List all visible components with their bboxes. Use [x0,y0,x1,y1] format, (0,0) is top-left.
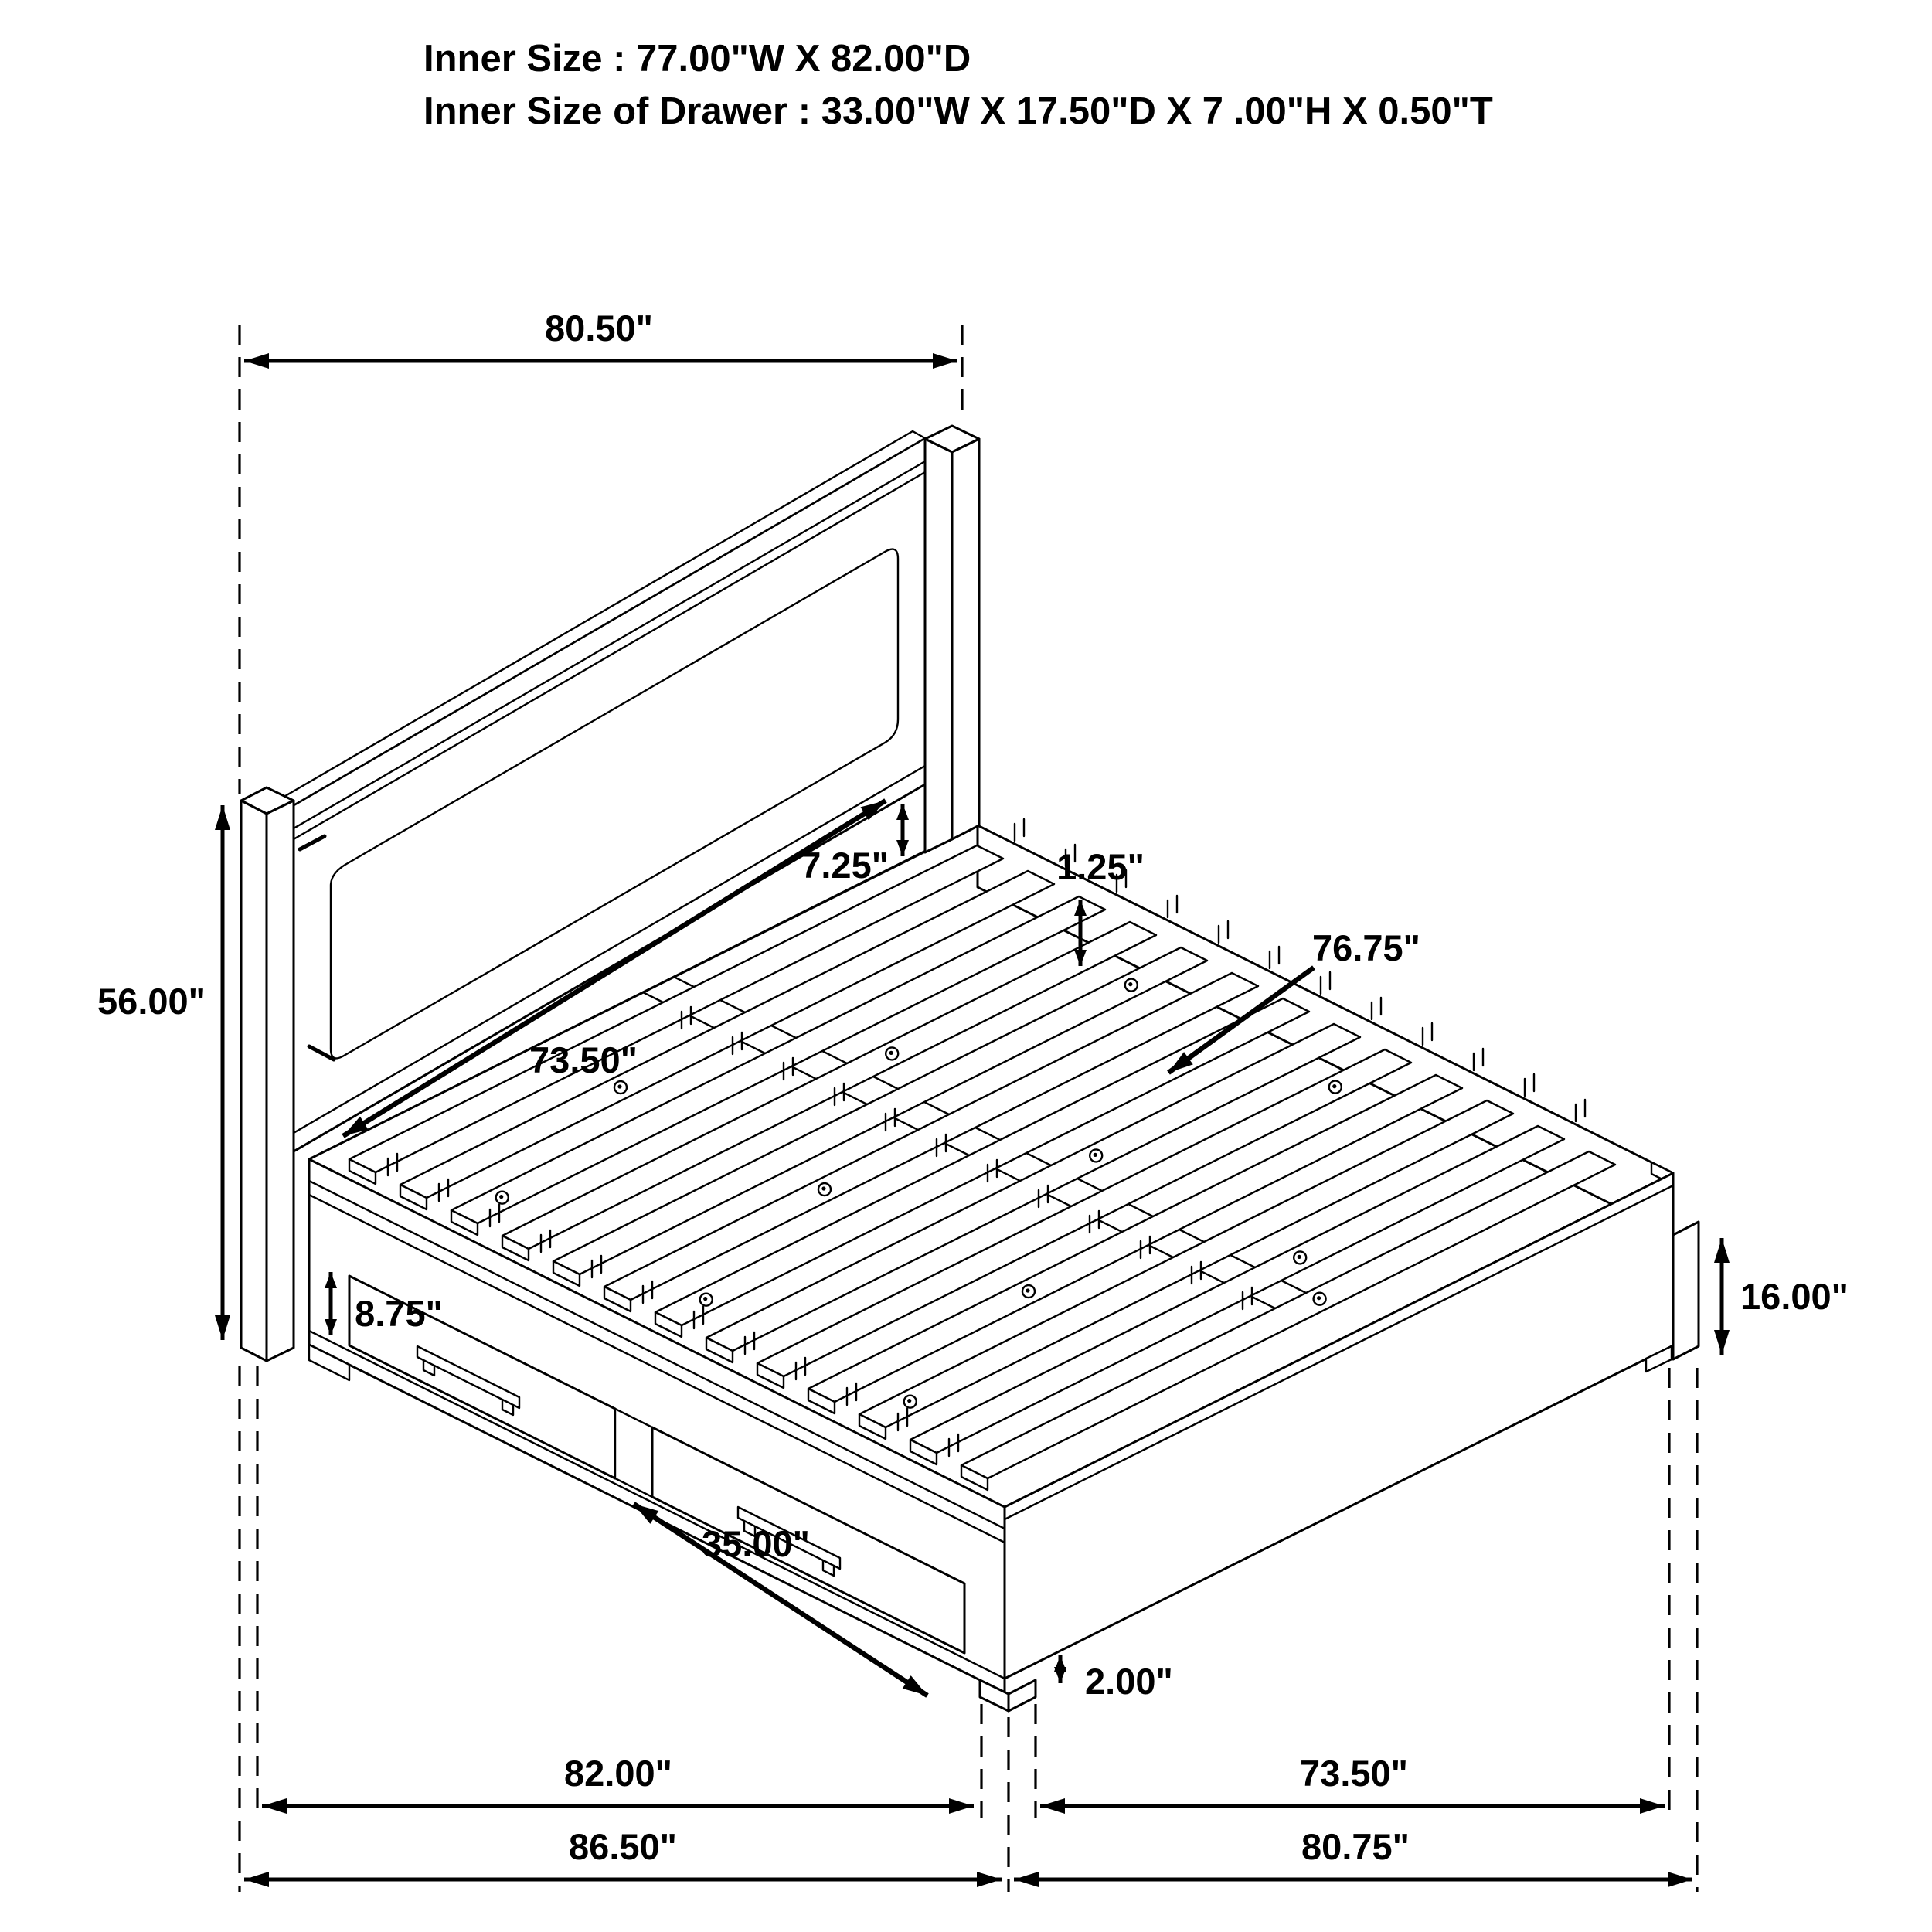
title-line-2: Inner Size of Drawer : 33.00"W X 17.50"D X 7 .00"H X 0.50"T [423,90,1493,132]
headboard-right-post [925,426,979,852]
front-leg-right-face [1009,1680,1036,1711]
dim-label-foot-width-inner: 73.50" [1300,1753,1408,1794]
title-block [423,38,1493,132]
dim-label-drawer-width: 35.00" [702,1523,810,1564]
dim-label-leg-height: 16.00" [1740,1276,1849,1317]
screw-icon-center [907,1399,911,1403]
dim-label-side-length: 82.00" [564,1753,672,1794]
dim-label-slat-thickness: 1.25" [1056,846,1145,887]
screw-icon-center [1094,1153,1097,1157]
dim-label-foot-width-total: 80.75" [1301,1826,1410,1867]
title-line-1: Inner Size : 77.00"W X 82.00"D [423,38,971,80]
dim-label-panel-width: 73.50" [529,1039,638,1080]
dim-label-side-length-total: 86.50" [569,1826,677,1867]
screw-icon-center [499,1195,503,1199]
dim-label-headboard-width: 80.50" [545,308,653,349]
screw-icon-center [1317,1296,1321,1300]
screw-icon-center [617,1084,621,1088]
screw-icon-center [1332,1084,1336,1088]
dim-label-slat-length: 76.75" [1312,927,1420,968]
headboard-left-post [241,787,294,1361]
screw-icon-center [821,1186,825,1190]
rear-leg [1673,1222,1699,1359]
screw-icon-center [1298,1255,1301,1259]
dim-label-headboard-height: 56.00" [97,981,206,1022]
dim-label-floor-clearance: 2.00" [1085,1661,1173,1702]
screw-icon-center [1026,1288,1029,1292]
screw-icon-center [703,1297,707,1301]
dim-label-panel-gap: 7.25" [801,845,889,886]
screw-icon-center [1128,982,1132,986]
dim-label-drawer-height: 8.75" [355,1293,443,1334]
screw-icon-center [889,1051,893,1055]
